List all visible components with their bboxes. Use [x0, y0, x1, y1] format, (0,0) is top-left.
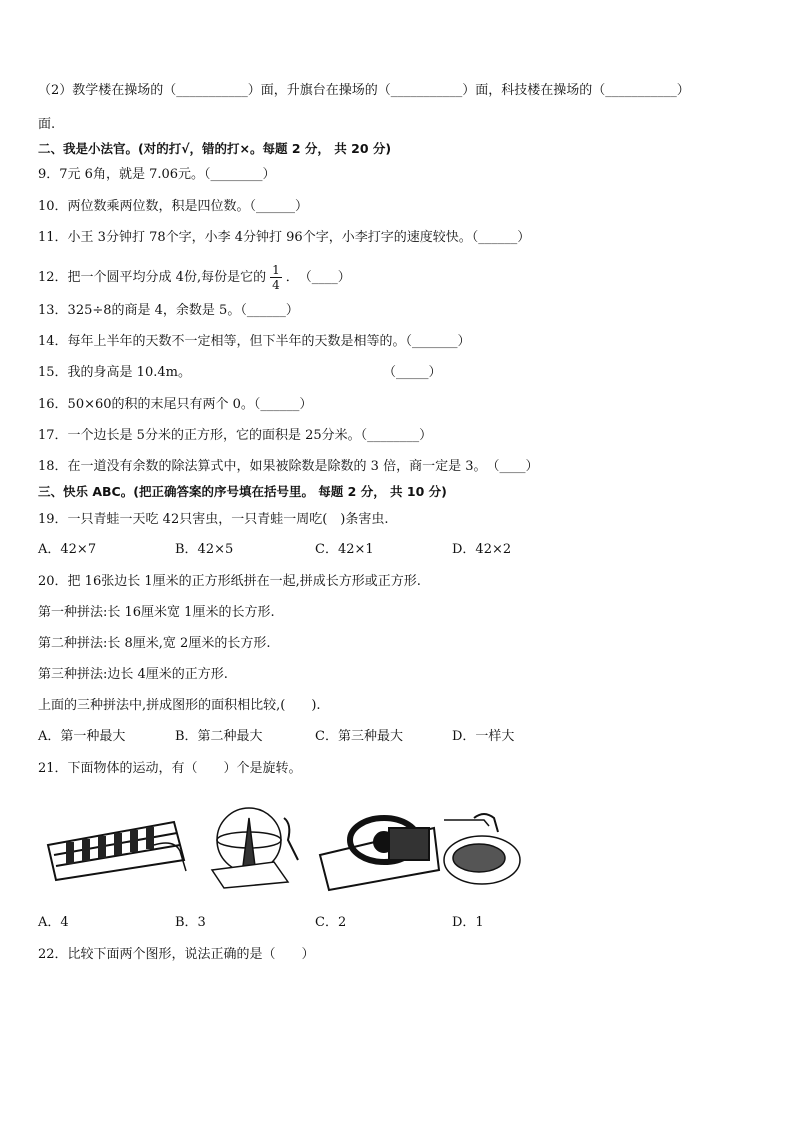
- option-C: C．2: [315, 915, 347, 930]
- line-q18: 18．在一道没有余数的除法算式中，如果被除数是除数的 3 倍，商一定是 3。 （____）: [38, 459, 539, 474]
- question-15: [38, 364, 191, 382]
- q12-answer-blank: ． （____）: [285, 270, 351, 285]
- line-q19: 19．一只青蛙一天吃 42只害虫，一只青蛙一周吃( )条害虫.: [38, 512, 389, 527]
- option-A: A．42×7: [38, 542, 97, 557]
- option-C: C．第三种最大: [315, 729, 403, 744]
- line-q2-2: （2）教学楼在操场的（___________）面，升旗台在操场的（___________）面，科技楼在操场的（___________）: [38, 83, 690, 98]
- line-sec3: 三、快乐 ABC。(把正确答案的序号填在括号里。 每题 2 分， 共 10 分): [38, 484, 447, 499]
- fraction-one-quarter: [270, 263, 282, 292]
- line-q20: 20．把 16张边长 1厘米的正方形纸拼在一起,拼成长方形或正方形.: [38, 574, 421, 589]
- option-A: A．第一种最大: [38, 729, 126, 744]
- line-q20c: 第三种拼法:边长 4厘米的正方形.: [38, 667, 228, 682]
- rotation-pictures: [44, 800, 524, 892]
- steering-wheel-icon: [320, 818, 439, 890]
- globe-icon: [212, 808, 298, 888]
- line-q16: 16．50×60的积的末尾只有两个 0。（______）: [38, 397, 313, 412]
- option-D: D．42×2: [452, 542, 512, 557]
- q15-answer-blank: （_____）: [383, 365, 442, 380]
- line-q13: 13．325÷8的商是 4，余数是 5。（______）: [38, 303, 299, 318]
- option-B: B．42×5: [175, 542, 234, 557]
- q12-text: 12．把一个圆平均分成 4份,每份是它的: [38, 270, 267, 285]
- line-sec2: 二、我是小法官。(对的打√，错的打×。每题 2 分， 共 20 分): [38, 141, 392, 156]
- line-q2-2-end: 面.: [38, 117, 56, 132]
- option-D: D．一样大: [452, 729, 515, 744]
- fraction-numerator: 1: [272, 263, 280, 277]
- abacus-icon: [48, 822, 186, 880]
- fraction-denominator: 4: [272, 278, 280, 292]
- line-q11: 11．小王 3分钟打 78个字，小李 4分钟打 96个字，小李打字的速度较快。（______）: [38, 230, 531, 245]
- line-q9: 9．7元 6角，就是 7.06元。（________）: [38, 167, 276, 182]
- option-A: A．4: [38, 915, 69, 930]
- line-q20d: 上面的三种拼法中,拼成图形的面积相比较,( ).: [38, 698, 321, 713]
- q15-text: 15．我的身高是 10.4m。: [38, 365, 191, 380]
- line-q10: 10．两位数乘两位数，积是四位数。（______）: [38, 199, 309, 214]
- option-B: B．3: [175, 915, 206, 930]
- line-q20b: 第二种拼法:长 8厘米,宽 2厘米的长方形.: [38, 636, 271, 651]
- option-B: B．第二种最大: [175, 729, 263, 744]
- sink-faucet-icon: [444, 814, 520, 884]
- option-D: D．1: [452, 915, 484, 930]
- line-q22: 22．比较下面两个图形，说法正确的是（ ）: [38, 947, 315, 962]
- line-q14: 14．每年上半年的天数不一定相等，但下半年的天数是相等的。（_______）: [38, 334, 471, 349]
- option-C: C．42×1: [315, 542, 374, 557]
- question-12: [38, 263, 351, 292]
- line-q21: 21．下面物体的运动，有（ ）个是旋转。: [38, 761, 302, 776]
- line-q17: 17．一个边长是 5分米的正方形，它的面积是 25分米。（________）: [38, 428, 433, 443]
- line-q20a: 第一种拼法:长 16厘米宽 1厘米的长方形.: [38, 605, 275, 620]
